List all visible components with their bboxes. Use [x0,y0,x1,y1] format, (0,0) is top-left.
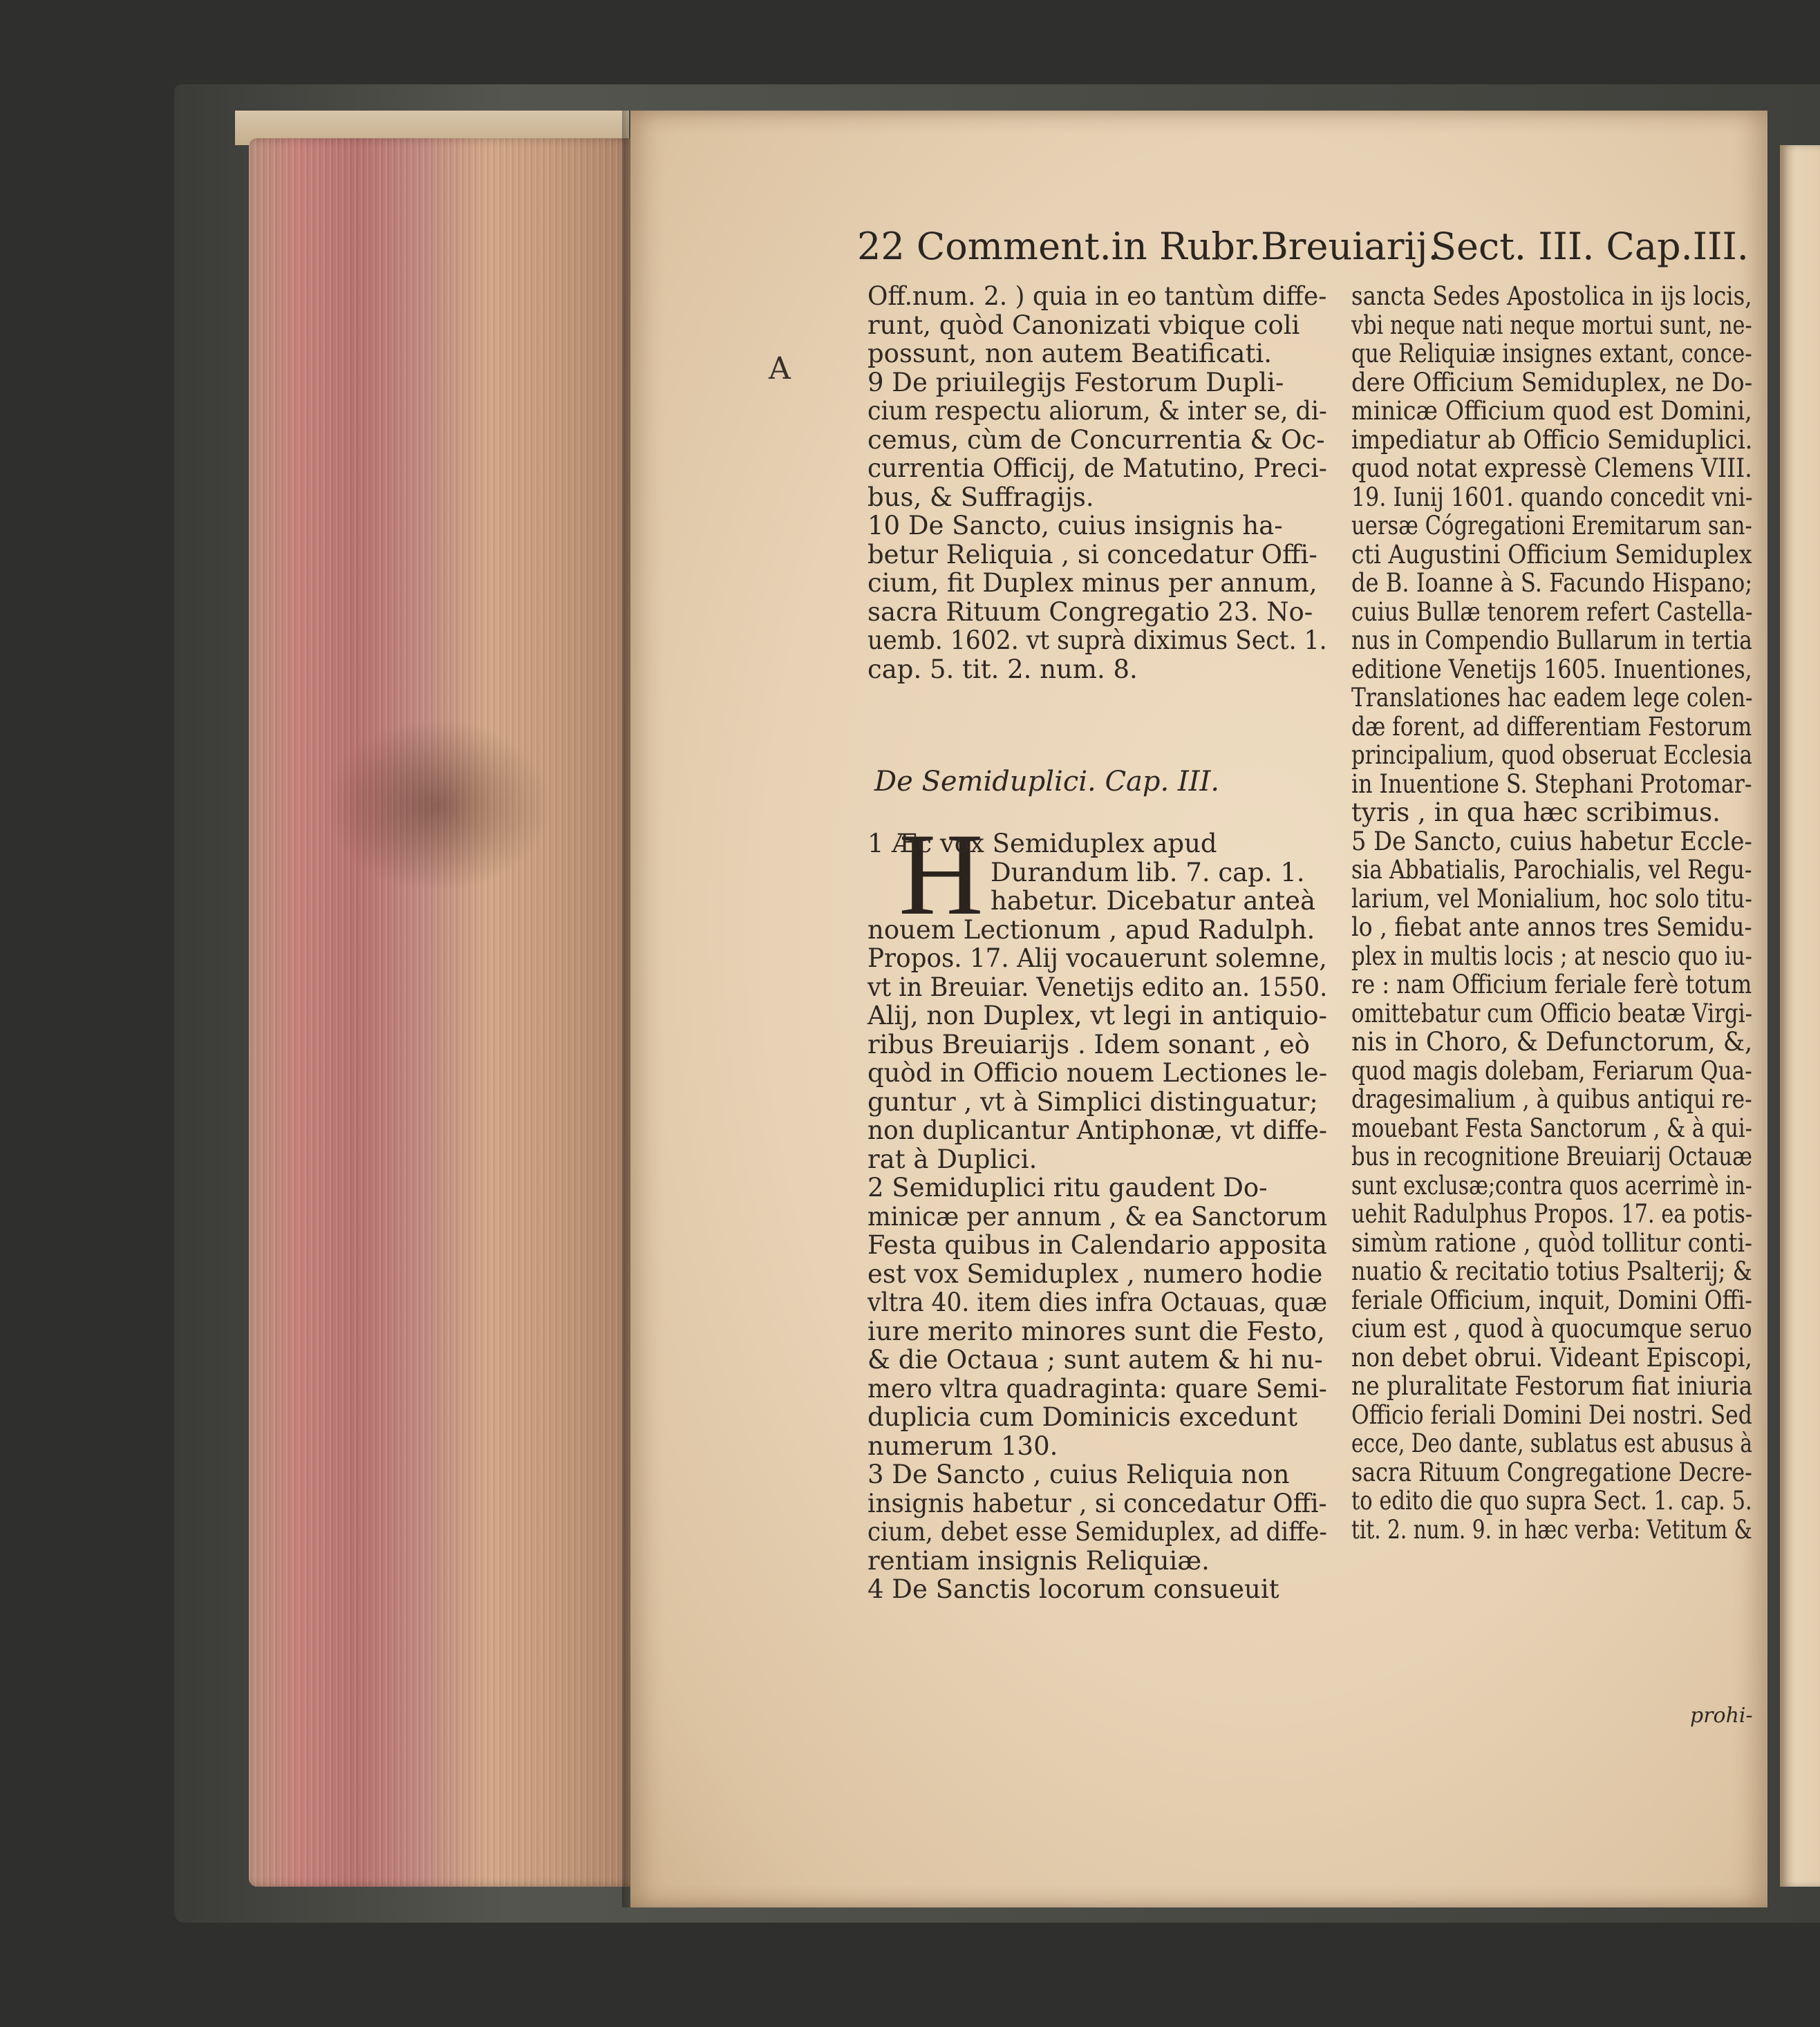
text-line: uemb. 1602. vt suprà diximus Sect. 1. [867,625,1327,655]
text-line: 1 Æc vox Semiduplex apud [867,829,1217,858]
drop-capital: H [899,809,984,939]
text-line: quod magis dolebam, Feriarum Qua- [1351,1055,1752,1086]
text-line: Translationes hac eadem lege colen- [1351,683,1753,713]
text-line: Alij, non Duplex, vt legi in antiquio- [867,1001,1328,1030]
text-line: uersæ Cógregationi Eremitarum san- [1351,511,1752,540]
text-line: non debet obrui. Videant Episcopi, [1351,1342,1752,1373]
text-line: in Inuentione S. Stephani Protomar- [1351,769,1752,799]
text-line: habetur. Dicebatur anteà [991,886,1316,916]
text-line: sia Abbatialis, Parochialis, vel Regu- [1351,855,1752,885]
text-line: lo , fiebat ante annos tres Semidu- [1351,912,1752,942]
text-line: duplicia cum Dominicis excedunt [867,1402,1298,1432]
text-line: uehit Radulphus Propos. 17. ea potis- [1351,1199,1753,1229]
text-line: quod notat expressè Clemens VIII. [1351,453,1752,483]
text-line: feriale Officium, inquit, Domini Offi- [1351,1285,1752,1315]
text-line: omittebatur cum Officio beatæ Virgi- [1351,998,1753,1028]
edge-stamp-smudge [323,719,552,892]
text-line: ribus Breuiarijs . Idem sonant , eò [867,1029,1310,1059]
text-line: 2 Semiduplici ritu gaudent Do- [867,1173,1268,1203]
text-line: de B. Ioanne à S. Facundo Hispano; [1351,568,1753,598]
text-line: bus, & Suffragijs. [867,482,1094,512]
text-line: editione Venetijs 1605. Inuentiones, [1351,654,1752,684]
right-column [1351,282,1752,1544]
running-header-left [857,225,1440,268]
text-line: nis in Choro, & Defunctorum, &, [1351,1027,1753,1057]
text-line: cuius Bullæ tenorem refert Castella- [1351,596,1753,627]
text-line: quòd in Officio nouem Lectiones le- [867,1058,1328,1088]
text-line: principalium, quod obseruat Ecclesia [1351,740,1753,770]
text-line: plex in multis locis ; at nescio quo iu- [1351,941,1752,971]
text-line: sancta Sedes Apostolica in ijs locis, [1351,281,1752,311]
text-line: cap. 5. tit. 2. num. 8. [867,654,1138,684]
text-line: dæ forent, ad differentiam Festorum [1351,711,1752,742]
text-line: sunt exclusæ;contra quos acerrimè in- [1351,1170,1752,1200]
next-page-edge [1780,145,1820,1887]
left-column-chapter [867,829,1327,1604]
chapter-heading: De Semiduplici. Cap. III. [874,766,1220,798]
text-line: impediatur ab Officio Semiduplici. [1351,424,1753,455]
text-line: 3 De Sancto , cuius Reliquia non [867,1460,1290,1489]
text-line: insignis habetur , si concedatur Offi- [867,1488,1327,1518]
text-line: cium, fit Duplex minus per annum, [867,568,1317,598]
text-line: vt in Breuiar. Venetijs edito an. 1550. [867,972,1328,1002]
text-line: Off.num. 2. ) quia in eo tantùm diffe- [867,281,1327,311]
text-line: sacra Rituum Congregatio 23. No- [867,596,1313,627]
text-line: cemus, cùm de Concurrentia & Oc- [867,424,1325,455]
left-column-top [867,282,1327,683]
text-line: dragesimalium , à quibus antiqui re- [1351,1084,1752,1114]
text-line: sacra Rituum Congregatione Decre- [1351,1457,1752,1487]
catchword: prohi- [1690,1704,1753,1728]
text-line: 4 De Sanctis locorum consueuit [867,1574,1279,1604]
text-line: rentiam insignis Reliquiæ. [867,1545,1210,1576]
text-line: tit. 2. num. 9. in hæc verba: Vetitum & [1351,1514,1752,1545]
text-line: mouebant Festa Sanctorum , & à qui- [1351,1113,1752,1143]
margin-annotation: A [769,351,791,386]
text-line: Durandum lib. 7. cap. 1. [991,857,1305,887]
text-line: non duplicantur Antiphonæ, vt diffe- [867,1115,1328,1145]
text-line: nouem Lectionum , apud Radulph. [867,914,1315,945]
text-line: betur Reliquia , si concedatur Offi- [867,539,1317,569]
text-line: est vox Semiduplex , numero hodie [867,1258,1323,1289]
text-line: minicæ per annum , & ea Sanctorum [867,1201,1328,1232]
text-line: cti Augustini Officium Semiduplex [1351,539,1752,569]
page-number: 22 [857,225,905,268]
text-line: numerum 130. [867,1431,1058,1461]
text-line: iure merito minores sunt die Festo, [867,1316,1325,1346]
text-line: runt, quòd Canonizati vbique coli [867,310,1300,340]
text-line: 19. Iunij 1601. quando concedit vni- [1351,482,1753,512]
text-line: nus in Compendio Bullarum in tertia [1351,625,1752,655]
text-line: ecce, Deo dante, sublatus est abusus à [1351,1429,1752,1458]
text-line: 5 De Sancto, cuius habetur Eccle- [1351,826,1752,856]
text-line: cium respectu aliorum, & inter se, di- [867,396,1327,426]
text-line: 10 De Sancto, cuius insignis ha- [867,511,1283,540]
text-line: cium, debet esse Semiduplex, ad diffe- [867,1517,1327,1547]
text-line: & die Octaua ; sunt autem & hi nu- [867,1345,1323,1375]
text-line: to edito die quo supra Sect. 1. cap. 5. [1351,1486,1752,1516]
text-line: minicæ Officium quod est Domini, [1351,396,1752,426]
text-line: rat à Duplici. [867,1144,1038,1174]
text-line: Propos. 17. Alij vocauerunt solemne, [867,943,1327,973]
text-line: currentia Officij, de Matutino, Preci- [867,453,1327,483]
text-line: que Reliquiæ insignes extant, conce- [1351,339,1752,368]
text-line: ne pluralitate Festorum fiat iniuria [1351,1371,1753,1401]
text-line: larium, vel Monialium, hoc solo titu- [1351,883,1752,914]
text-line: Officio feriali Domini Dei nostri. Sed [1351,1399,1752,1430]
text-line: Festa quibus in Calendario apposita [867,1230,1327,1260]
text-line: possunt, non autem Beatificati. [867,339,1272,368]
text-line: tyris , in qua hæc scribimus. [1351,798,1720,827]
text-line: vbi neque nati neque mortui sunt, ne- [1351,310,1752,340]
page-block-red-edge [249,138,636,1887]
text-line: nuatio & recitatio totius Psalterij; & [1351,1256,1752,1286]
text-line: dere Officium Semiduplex, ne Do- [1351,367,1753,397]
running-header-section: Sect. III. Cap.III. [1431,225,1749,268]
text-line: cium est , quod à quocumque seruo [1351,1314,1752,1344]
text-line: guntur , vt à Simplici distinguatur; [867,1086,1318,1117]
text-line: simùm ratione , quòd tollitur conti- [1351,1227,1753,1258]
text-line: mero vltra quadraginta: quare Semi- [867,1373,1327,1404]
text-line: bus in recognitione Breuiarij Octauæ [1351,1142,1752,1171]
text-line: vltra 40. item dies infra Octauas, quæ [867,1288,1328,1317]
text-line: re : nam Officium feriale ferè totum [1351,970,1752,999]
text-line: 9 De priuilegijs Festorum Dupli- [867,367,1284,397]
running-title: Comment.in Rubr.Breuiarij. [916,225,1440,268]
